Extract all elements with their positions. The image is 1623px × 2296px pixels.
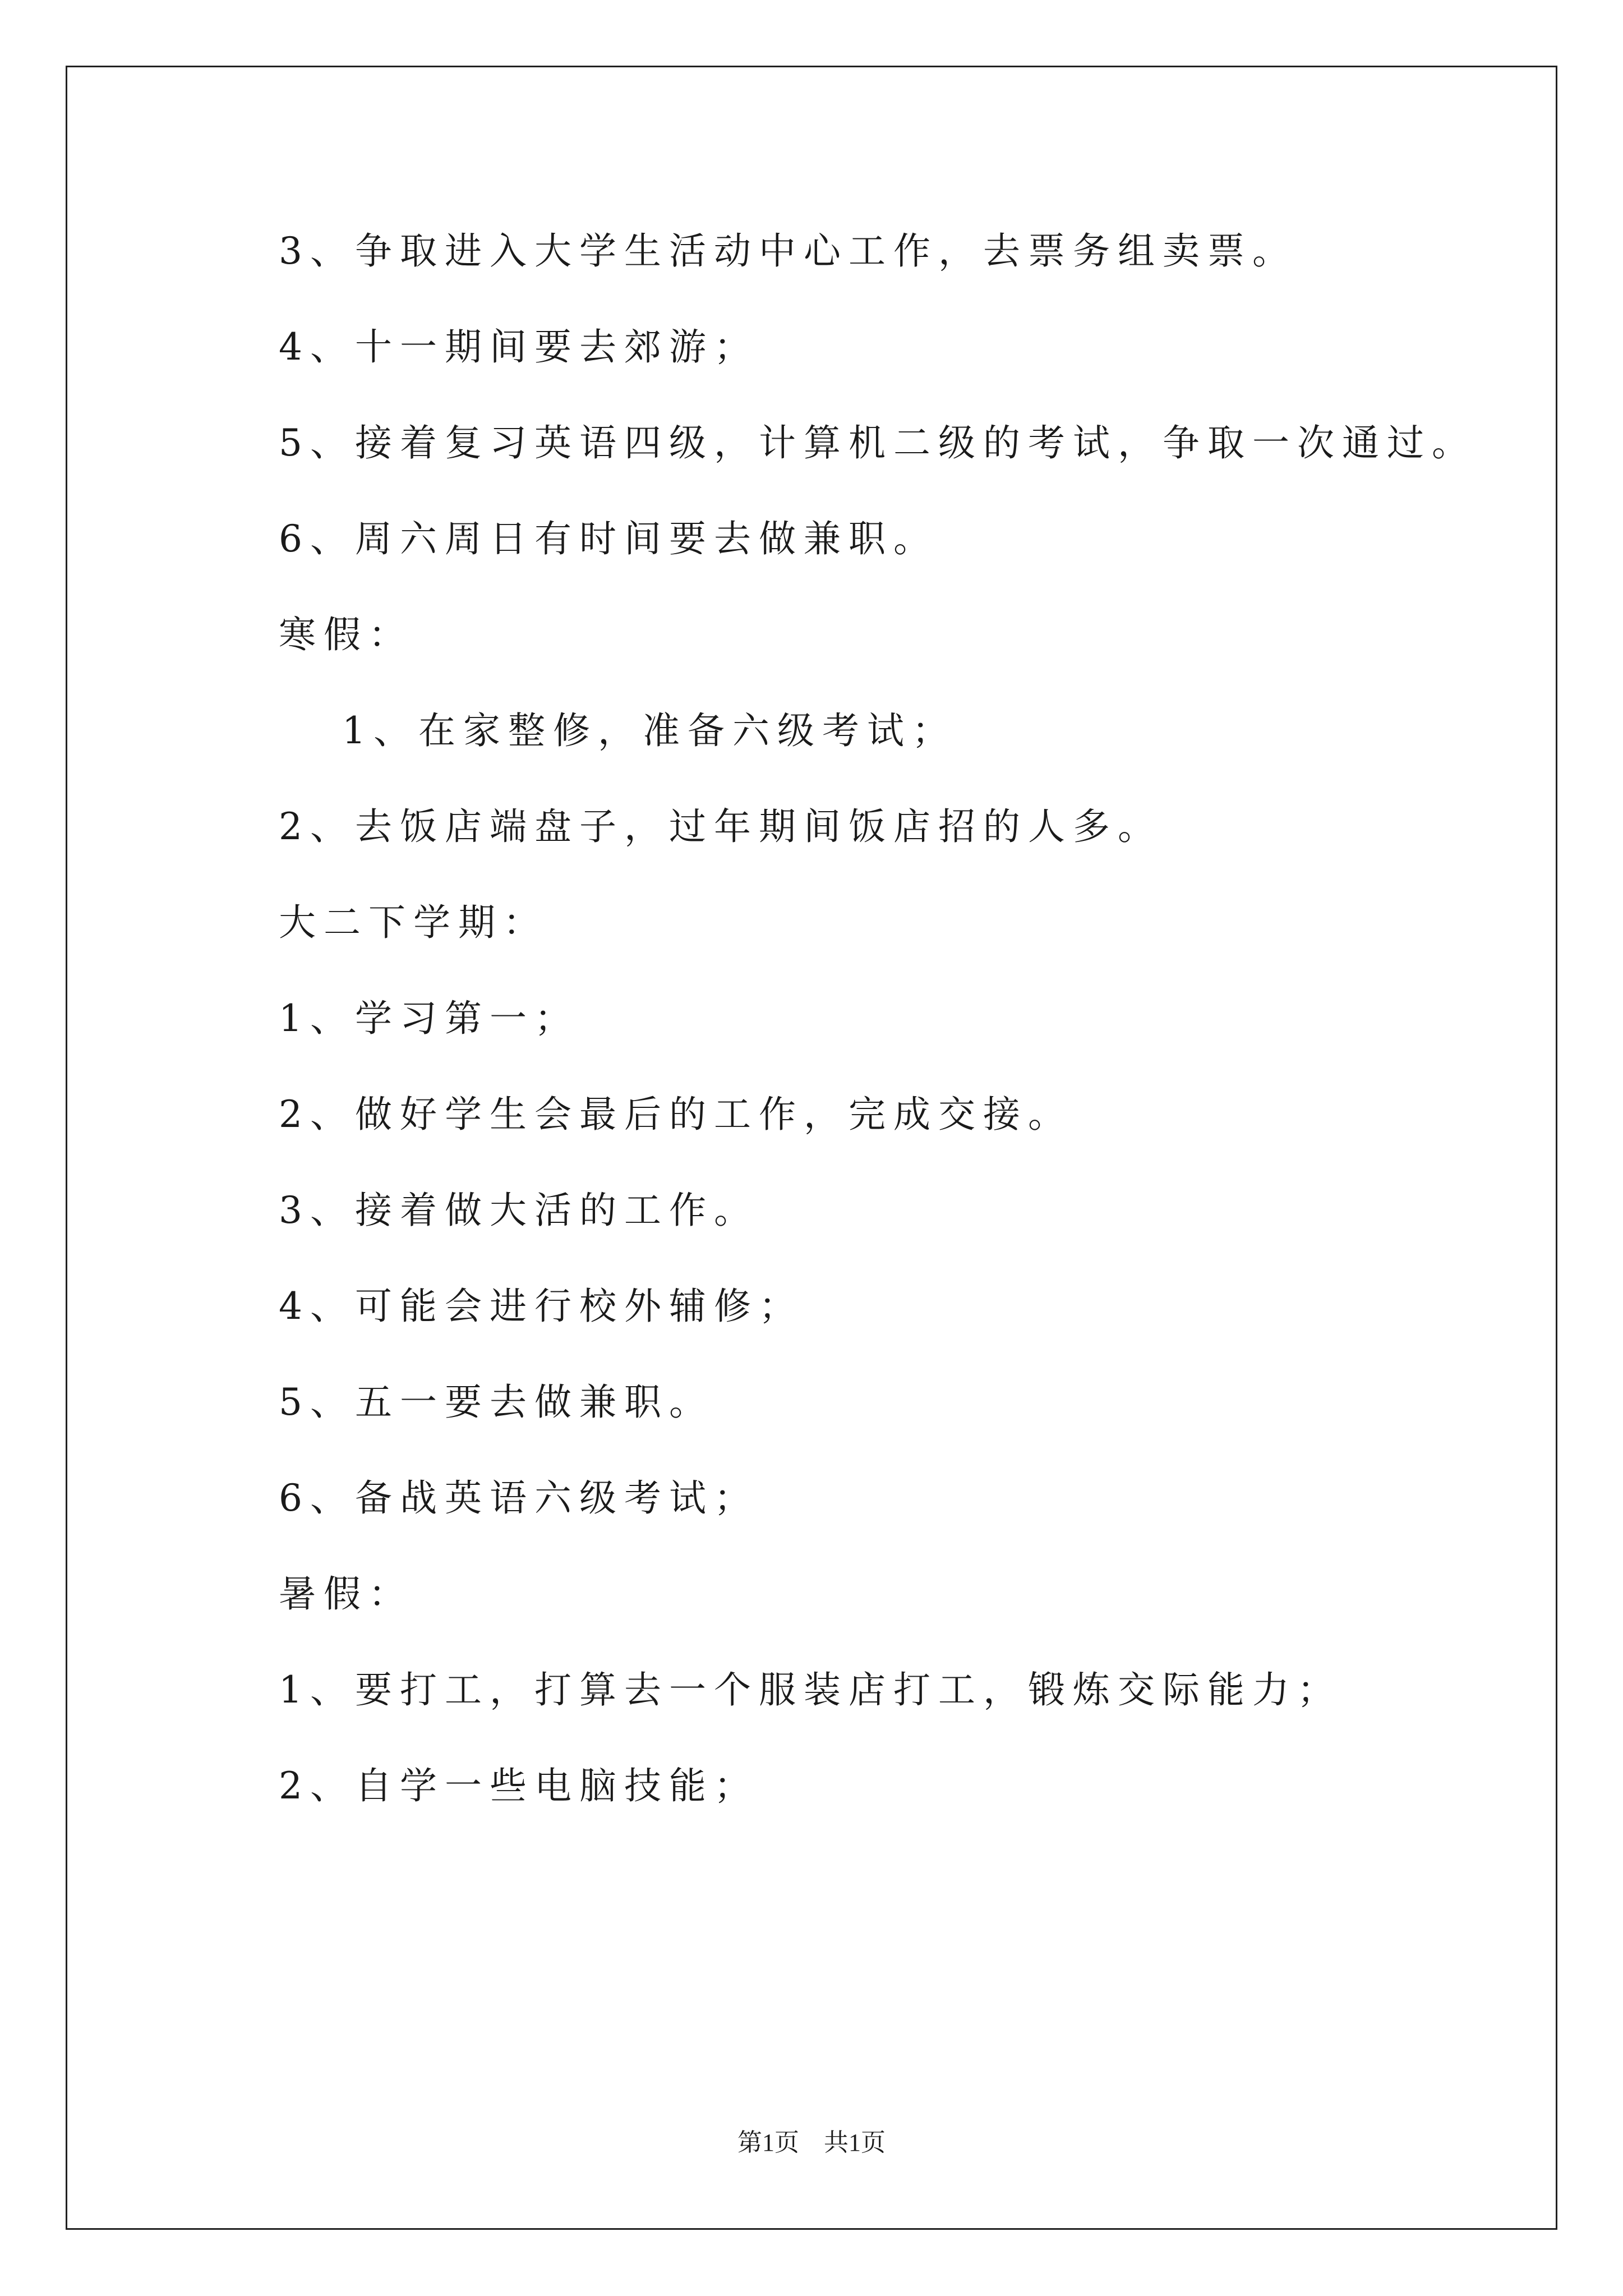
list-item: 1、学习第一； [279, 997, 579, 1040]
page-border [66, 66, 1557, 2230]
list-item: 4、十一期间要去郊游； [279, 325, 759, 369]
section-heading: 暑假： [279, 1572, 413, 1616]
list-item: 3、接着做大活的工作。 [279, 1189, 759, 1232]
list-item: 1、在家整修，准备六级考试； [342, 709, 957, 752]
list-item: 5、接着复习英语四级，计算机二级的考试，争取一次通过。 [279, 421, 1477, 464]
list-item: 6、周六周日有时间要去做兼职。 [279, 517, 938, 560]
list-item: 6、备战英语六级考试； [279, 1476, 759, 1520]
section-heading: 大二下学期： [279, 901, 548, 944]
page-footer: 第1页 共1页 [737, 2129, 886, 2156]
list-item: 3、争取进入大学生活动中心工作，去票务组卖票。 [279, 229, 1297, 273]
list-item: 1、要打工，打算去一个服装店打工，锻炼交际能力； [279, 1668, 1342, 1711]
list-item: 5、五一要去做兼职。 [279, 1381, 714, 1424]
list-item: 2、去饭店端盘子，过年期间饭店招的人多。 [279, 805, 1163, 848]
list-item: 2、做好学生会最后的工作，完成交接。 [279, 1093, 1073, 1136]
list-item: 4、可能会进行校外辅修； [279, 1285, 804, 1328]
section-heading: 寒假： [279, 613, 413, 656]
list-item: 2、自学一些电脑技能； [279, 1764, 759, 1807]
